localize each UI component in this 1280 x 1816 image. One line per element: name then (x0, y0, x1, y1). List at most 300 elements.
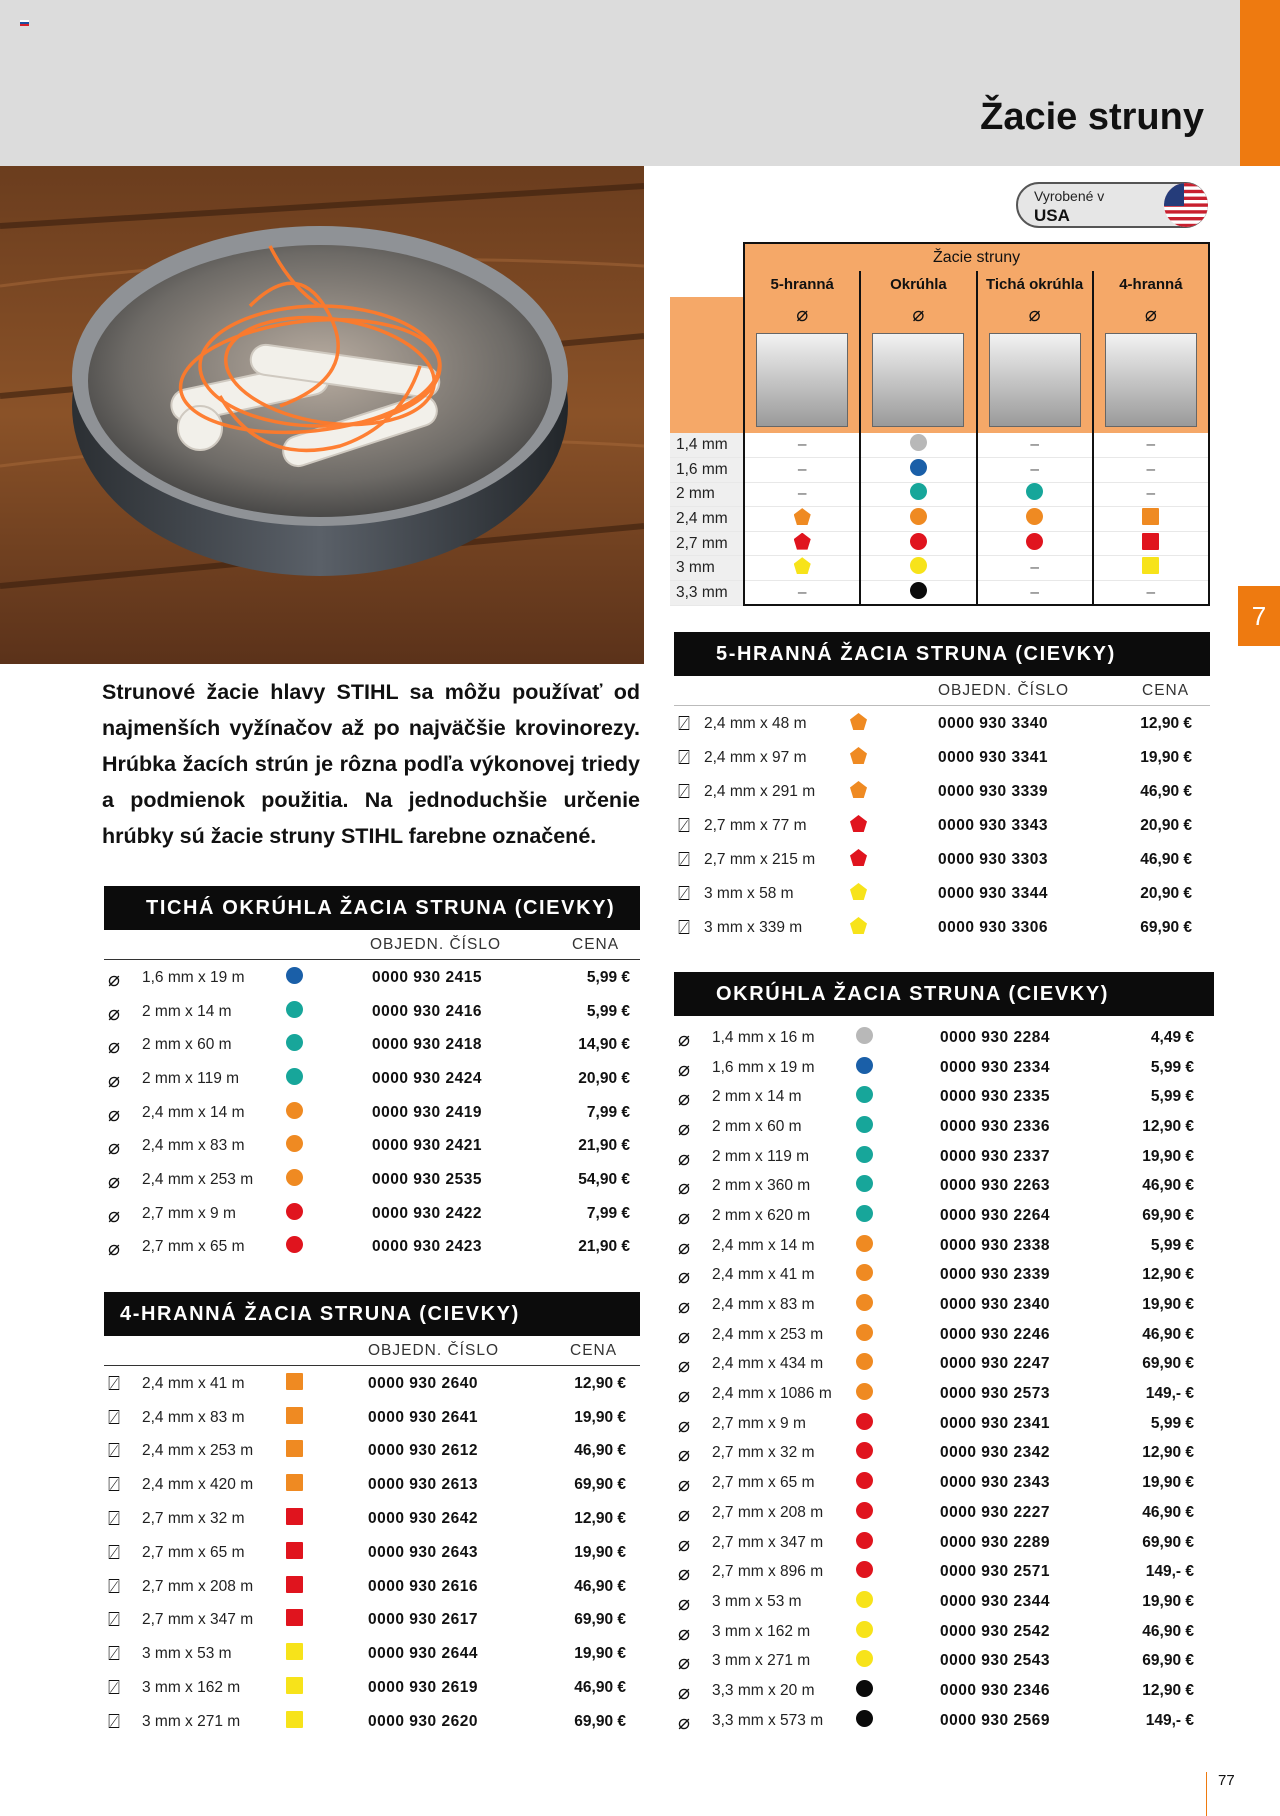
square-diameter-icon: ⌀ (1093, 297, 1209, 331)
overview-color-cell (860, 556, 976, 581)
pentagon-section (674, 632, 1210, 950)
overview-grid (670, 242, 1210, 606)
language-flag-icon (20, 20, 29, 26)
diameter-icon: ⌀ (108, 968, 121, 991)
price-header: CENA (570, 1342, 618, 1359)
table-row (674, 1497, 1214, 1527)
order-number: 0000 930 2264 (940, 1206, 1050, 1224)
order-number: 0000 930 3344 (938, 885, 1048, 902)
page-number: 77 (1218, 1772, 1235, 1789)
diameter-icon: ⌀ (678, 1147, 691, 1170)
diameter-icon: ⌀ (744, 297, 860, 331)
header-bar (0, 0, 1240, 166)
price: 46,90 € (1142, 1503, 1194, 1521)
round-line-image (872, 333, 964, 427)
order-number: 0000 930 2343 (940, 1474, 1050, 1492)
line-dimensions: 2,7 mm x 347 m (712, 1533, 824, 1551)
price: 19,90 € (1140, 749, 1192, 766)
line-dimensions: 2,7 mm x 65 m (142, 1543, 245, 1561)
line-dimensions: 2,7 mm x 9 m (142, 1204, 236, 1222)
order-number: 0000 930 2263 (940, 1177, 1050, 1195)
color-marker-yellow (286, 1643, 303, 1660)
color-marker-orange (286, 1474, 303, 1491)
color-marker-red (850, 815, 867, 832)
line-dimensions: 2 mm x 360 m (712, 1177, 811, 1195)
table-row (104, 994, 640, 1028)
diameter-icon: ⍁ (678, 883, 690, 905)
quiet-round-line-image (989, 333, 1081, 427)
price: 149,- € (1145, 1711, 1194, 1729)
color-marker-yellow (286, 1677, 303, 1694)
price: 21,90 € (578, 1137, 630, 1155)
diameter-icon: ⍁ (678, 849, 690, 871)
table-row (674, 808, 1210, 842)
diameter-icon: ⍁ (678, 815, 690, 837)
diameter-icon: ⌀ (108, 1238, 121, 1261)
diameter-icon: ⌀ (108, 1170, 121, 1193)
price: 20,90 € (1140, 885, 1192, 902)
color-marker-orange (856, 1353, 873, 1370)
section-title: OKRÚHLA ŽACIA STRUNA (CIEVKY) (674, 972, 1214, 1016)
color-marker-red (856, 1561, 873, 1578)
table-row (674, 1349, 1214, 1379)
table-row (104, 1196, 640, 1230)
color-marker-orange (856, 1383, 873, 1400)
color-marker-orange (850, 747, 867, 764)
line-dimensions: 2,7 mm x 32 m (712, 1444, 815, 1462)
diameter-icon: ⌀ (678, 1503, 691, 1526)
diameter-icon: ⌀ (108, 1103, 121, 1126)
order-number: 0000 930 2339 (940, 1266, 1050, 1284)
price: 54,90 € (578, 1170, 630, 1188)
price: 69,90 € (1140, 919, 1192, 936)
order-number: 0000 930 2416 (372, 1002, 482, 1020)
price: 69,90 € (1142, 1355, 1194, 1373)
line-dimensions: 2,4 mm x 83 m (712, 1296, 815, 1314)
color-marker-teal (1026, 483, 1043, 500)
line-dimensions: 3 mm x 271 m (712, 1652, 811, 1670)
overview-row (670, 507, 1209, 532)
color-marker-red (286, 1508, 303, 1525)
line-dimensions: 3 mm x 339 m (704, 919, 803, 936)
overview-size-label: 2,7 mm (670, 531, 744, 556)
overview-col-header: 5-hranná (744, 271, 860, 297)
overview-table (670, 242, 1210, 606)
order-number-header: OBJEDN. ČÍSLO (368, 1342, 499, 1359)
color-marker-red (856, 1442, 873, 1459)
color-marker-orange (850, 713, 867, 730)
quiet-round-section (104, 886, 640, 1269)
price: 12,90 € (574, 1510, 626, 1528)
diameter-icon: ⌀ (678, 1028, 691, 1051)
line-dimensions: 2,7 mm x 896 m (712, 1563, 824, 1581)
diameter-icon: ⍁ (108, 1541, 120, 1564)
price: 69,90 € (574, 1611, 626, 1629)
line-dimensions: 2,7 mm x 65 m (712, 1474, 815, 1492)
diameter-icon: ⌀ (108, 1002, 121, 1025)
line-dimensions: 2,4 mm x 14 m (142, 1103, 245, 1121)
price: 7,99 € (586, 1204, 630, 1222)
overview-color-cell (860, 507, 976, 532)
table-row (674, 1675, 1214, 1705)
diameter-icon: ⌀ (678, 1236, 691, 1259)
order-number: 0000 930 2643 (368, 1543, 478, 1561)
overview-col-header: Okrúhla (860, 271, 976, 297)
price: 5,99 € (1150, 1414, 1194, 1432)
table-row (674, 1408, 1214, 1438)
price: 19,90 € (1142, 1296, 1194, 1314)
diameter-icon: ⌀ (678, 1058, 691, 1081)
price: 19,90 € (574, 1543, 626, 1561)
price: 69,90 € (574, 1712, 626, 1730)
line-dimensions: 2,4 mm x 253 m (712, 1325, 824, 1343)
table-row (104, 1095, 640, 1129)
color-marker-orange (1142, 508, 1159, 525)
price: 20,90 € (578, 1069, 630, 1087)
price: 12,90 € (574, 1374, 626, 1392)
table-row (674, 1081, 1214, 1111)
color-marker-orange (1026, 508, 1043, 525)
accent-strip (1240, 0, 1280, 166)
color-marker-red (286, 1236, 303, 1253)
order-number: 0000 930 2340 (940, 1296, 1050, 1314)
line-dimensions: 3 mm x 53 m (712, 1592, 802, 1610)
color-marker-red (1026, 533, 1043, 550)
line-dimensions: 2,7 mm x 65 m (142, 1238, 245, 1256)
table-row (104, 1603, 640, 1637)
diameter-icon: ⍁ (108, 1710, 120, 1733)
order-number: 0000 930 3339 (938, 783, 1048, 800)
price: 46,90 € (1142, 1177, 1194, 1195)
order-number: 0000 930 2335 (940, 1088, 1050, 1106)
column-headers (674, 676, 1210, 706)
price: 4,49 € (1150, 1028, 1194, 1046)
price: 69,90 € (574, 1476, 626, 1494)
overview-empty-cell: – (744, 458, 860, 483)
order-number: 0000 930 2620 (368, 1712, 478, 1730)
line-dimensions: 3 mm x 162 m (712, 1622, 811, 1640)
order-number: 0000 930 2247 (940, 1355, 1050, 1373)
price: 21,90 € (578, 1238, 630, 1256)
color-marker-orange (850, 781, 867, 798)
overview-size-label: 3,3 mm (670, 581, 744, 606)
order-number: 0000 930 2641 (368, 1408, 478, 1426)
color-marker-orange (910, 508, 927, 525)
order-number: 0000 930 2336 (940, 1117, 1050, 1135)
color-marker-yellow (850, 917, 867, 934)
order-number: 0000 930 2616 (368, 1577, 478, 1595)
round-section (674, 972, 1214, 1741)
square-section (104, 1292, 640, 1744)
overview-row (670, 531, 1209, 556)
order-number: 0000 930 2422 (372, 1204, 482, 1222)
color-marker-orange (856, 1294, 873, 1311)
color-marker-red (856, 1502, 873, 1519)
color-marker-blue (286, 967, 303, 984)
table-row (104, 1400, 640, 1434)
order-number-header: OBJEDN. ČÍSLO (370, 936, 501, 953)
table-row (104, 960, 640, 994)
table-row (104, 1366, 640, 1400)
overview-color-cell (744, 531, 860, 556)
price: 19,90 € (574, 1408, 626, 1426)
table-row (104, 1704, 640, 1738)
line-dimensions: 3 mm x 58 m (704, 885, 794, 902)
overview-color-cell (860, 482, 976, 507)
line-dimensions: 3 mm x 271 m (142, 1712, 241, 1730)
line-dimensions: 2,4 mm x 291 m (704, 783, 816, 800)
price: 46,90 € (574, 1679, 626, 1697)
overview-size-label: 3 mm (670, 556, 744, 581)
order-number: 0000 930 2419 (372, 1103, 482, 1121)
diameter-icon: ⍁ (108, 1643, 120, 1666)
line-dimensions: 3 mm x 162 m (142, 1679, 241, 1697)
overview-empty-cell: – (977, 556, 1093, 581)
price: 12,90 € (1142, 1117, 1194, 1135)
table-row (674, 1705, 1214, 1735)
table-row (104, 1569, 640, 1603)
overview-empty-cell: – (1093, 433, 1209, 458)
square-line-image (1105, 333, 1197, 427)
line-dimensions: 2,4 mm x 253 m (142, 1170, 254, 1188)
order-number: 0000 930 2421 (372, 1137, 482, 1155)
color-marker-yellow (794, 557, 811, 574)
line-dimensions: 2,4 mm x 48 m (704, 715, 807, 732)
badge-line1: Vyrobené v (1034, 188, 1105, 204)
diameter-icon: ⍁ (108, 1575, 120, 1598)
order-number: 0000 930 2284 (940, 1028, 1050, 1046)
diameter-icon: ⌀ (678, 1474, 691, 1497)
price: 19,90 € (574, 1645, 626, 1663)
color-marker-orange (856, 1235, 873, 1252)
table-row (674, 774, 1210, 808)
table-row (674, 1438, 1214, 1468)
line-dimensions: 1,6 mm x 19 m (142, 968, 245, 986)
color-marker-teal (856, 1205, 873, 1222)
table-row (104, 1230, 640, 1264)
table-row (104, 1467, 640, 1501)
intro-paragraph: Strunové žacie hlavy STIHL sa môžu používať od najmenších vyžínačov až po najväčšie krovinorezy. Hrúbka žacích strún je rôzna podľa výkonovej triedy a podmienok použitia. Na jednoduchšie určenie hrúbky sú žacie struny STIHL farebne označené. (102, 680, 640, 848)
color-marker-teal (856, 1116, 873, 1133)
diameter-icon: ⌀ (678, 1385, 691, 1408)
price: 69,90 € (1142, 1206, 1194, 1224)
diameter-icon: ⌀ (678, 1088, 691, 1111)
line-dimensions: 2 mm x 60 m (142, 1036, 232, 1054)
diameter-icon: ⌀ (678, 1622, 691, 1645)
table-row (104, 1670, 640, 1704)
diameter-icon: ⌀ (678, 1355, 691, 1378)
diameter-icon: ⌀ (678, 1444, 691, 1467)
price: 12,90 € (1142, 1266, 1194, 1284)
diameter-icon: ⍁ (108, 1440, 120, 1463)
order-number: 0000 930 3343 (938, 817, 1048, 834)
order-number: 0000 930 3340 (938, 715, 1048, 732)
diameter-icon: ⌀ (678, 1681, 691, 1704)
diameter-icon: ⌀ (977, 297, 1093, 331)
order-number: 0000 930 3306 (938, 919, 1048, 936)
color-marker-yellow (856, 1621, 873, 1638)
table-row (674, 876, 1210, 910)
line-dimensions: 2,4 mm x 83 m (142, 1137, 245, 1155)
price: 5,99 € (1150, 1088, 1194, 1106)
color-marker-yellow (856, 1591, 873, 1608)
color-marker-teal (856, 1086, 873, 1103)
line-dimensions: 3,3 mm x 20 m (712, 1681, 815, 1699)
color-marker-black (910, 582, 927, 599)
diameter-icon: ⍁ (678, 747, 690, 769)
table-row (674, 1378, 1214, 1408)
order-number: 0000 930 2289 (940, 1533, 1050, 1551)
color-marker-red (910, 533, 927, 550)
overview-color-cell (1093, 507, 1209, 532)
table-row (674, 1467, 1214, 1497)
table-row (674, 1289, 1214, 1319)
overview-size-label: 1,4 mm (670, 433, 744, 458)
overview-empty-cell: – (977, 433, 1093, 458)
color-marker-red (856, 1472, 873, 1489)
diameter-icon: ⍁ (108, 1508, 120, 1531)
diameter-icon: ⌀ (108, 1204, 121, 1227)
overview-row (670, 433, 1209, 458)
price: 5,99 € (1150, 1058, 1194, 1076)
diameter-icon: ⌀ (678, 1652, 691, 1675)
color-marker-red (286, 1542, 303, 1559)
table-row (104, 1501, 640, 1535)
line-dimensions: 2,4 mm x 253 m (142, 1442, 254, 1460)
color-marker-blue (910, 459, 927, 476)
diameter-icon: ⌀ (678, 1266, 691, 1289)
page-title: Žacie struny (980, 96, 1204, 138)
order-number: 0000 930 2542 (940, 1622, 1050, 1640)
section-title: TICHÁ OKRÚHLA ŽACIA STRUNA (CIEVKY) (104, 886, 640, 930)
order-number: 0000 930 2619 (368, 1679, 478, 1697)
diameter-icon: ⌀ (860, 297, 976, 331)
table-row (104, 1535, 640, 1569)
overview-empty-cell: – (744, 482, 860, 507)
line-dimensions: 2 mm x 119 m (142, 1069, 240, 1087)
price-header: CENA (1142, 682, 1190, 699)
color-marker-orange (286, 1407, 303, 1424)
diameter-icon: ⌀ (678, 1117, 691, 1140)
color-marker-red (1142, 533, 1159, 550)
diameter-icon: ⌀ (678, 1414, 691, 1437)
line-dimensions: 3,3 mm x 573 m (712, 1711, 824, 1729)
overview-empty-cell: – (744, 581, 860, 606)
color-marker-teal (286, 1001, 303, 1018)
order-number: 0000 930 2543 (940, 1652, 1050, 1670)
table-row (104, 1636, 640, 1670)
color-marker-yellow (910, 557, 927, 574)
overview-color-cell (1093, 531, 1209, 556)
order-number: 0000 930 2342 (940, 1444, 1050, 1462)
chapter-tab[interactable]: 7 (1238, 586, 1280, 646)
overview-empty-cell: – (1093, 458, 1209, 483)
color-marker-teal (286, 1068, 303, 1085)
order-number: 0000 930 3303 (938, 851, 1048, 868)
color-marker-yellow (850, 883, 867, 900)
color-marker-orange (286, 1169, 303, 1186)
diameter-icon: ⍁ (108, 1677, 120, 1700)
line-dimensions: 2 mm x 119 m (712, 1147, 810, 1165)
diameter-icon: ⍁ (108, 1372, 120, 1395)
line-dimensions: 2,7 mm x 208 m (142, 1577, 254, 1595)
section-title: 5-HRANNÁ ŽACIA STRUNA (CIEVKY) (674, 632, 1210, 676)
diameter-icon: ⌀ (678, 1177, 691, 1200)
overview-color-cell (744, 507, 860, 532)
color-marker-orange (286, 1135, 303, 1152)
line-dimensions: 2,7 mm x 32 m (142, 1510, 245, 1528)
overview-color-cell (744, 556, 860, 581)
color-marker-black (856, 1710, 873, 1727)
line-dimensions: 2 mm x 14 m (142, 1002, 232, 1020)
overview-row (670, 556, 1209, 581)
order-number: 0000 930 2569 (940, 1711, 1050, 1729)
color-marker-red (850, 849, 867, 866)
table-row (674, 1319, 1214, 1349)
line-dimensions: 1,4 mm x 16 m (712, 1028, 815, 1046)
table-row (104, 1027, 640, 1061)
order-number: 0000 930 2338 (940, 1236, 1050, 1254)
color-marker-orange (286, 1440, 303, 1457)
diameter-icon: ⍁ (108, 1406, 120, 1429)
order-number: 0000 930 2344 (940, 1592, 1050, 1610)
price: 14,90 € (578, 1036, 630, 1054)
diameter-icon: ⌀ (678, 1592, 691, 1615)
color-marker-yellow (286, 1711, 303, 1728)
line-dimensions: 2 mm x 14 m (712, 1088, 802, 1106)
diameter-icon: ⌀ (678, 1563, 691, 1586)
overview-col-header: 4-hranná (1093, 271, 1209, 297)
overview-color-cell (977, 482, 1093, 507)
price: 12,90 € (1142, 1444, 1194, 1462)
table-row (674, 1586, 1214, 1616)
color-marker-orange (856, 1264, 873, 1281)
price: 46,90 € (574, 1442, 626, 1460)
table-row (674, 706, 1210, 740)
color-marker-blue (856, 1057, 873, 1074)
color-marker-orange (856, 1324, 873, 1341)
color-marker-teal (286, 1034, 303, 1051)
price: 149,- € (1145, 1563, 1194, 1581)
overview-empty-cell: – (977, 458, 1093, 483)
overview-color-cell (977, 531, 1093, 556)
badge-line2: USA (1034, 206, 1070, 225)
order-number: 0000 930 2227 (940, 1503, 1050, 1521)
line-dimensions: 2 mm x 60 m (712, 1117, 802, 1135)
diameter-icon: ⍁ (678, 781, 690, 803)
table-row (104, 1162, 640, 1196)
order-number: 0000 930 2341 (940, 1414, 1050, 1432)
order-number: 0000 930 2640 (368, 1374, 478, 1392)
line-dimensions: 1,6 mm x 19 m (712, 1058, 815, 1076)
overview-title: Žacie struny (744, 243, 1209, 271)
diameter-icon: ⌀ (108, 1069, 121, 1092)
diameter-icon: ⌀ (108, 1137, 121, 1160)
color-marker-red (286, 1609, 303, 1626)
overview-row (670, 458, 1209, 483)
price: 5,99 € (586, 1002, 630, 1020)
table-row (674, 1230, 1214, 1260)
color-marker-yellow (856, 1650, 873, 1667)
table-row (674, 842, 1210, 876)
color-marker-red (286, 1203, 303, 1220)
order-number: 0000 930 2246 (940, 1325, 1050, 1343)
page-number-rule (1206, 1772, 1207, 1816)
price: 12,90 € (1142, 1681, 1194, 1699)
line-dimensions: 2,7 mm x 9 m (712, 1414, 806, 1432)
column-headers (104, 1336, 640, 1366)
overview-size-label: 2,4 mm (670, 507, 744, 532)
